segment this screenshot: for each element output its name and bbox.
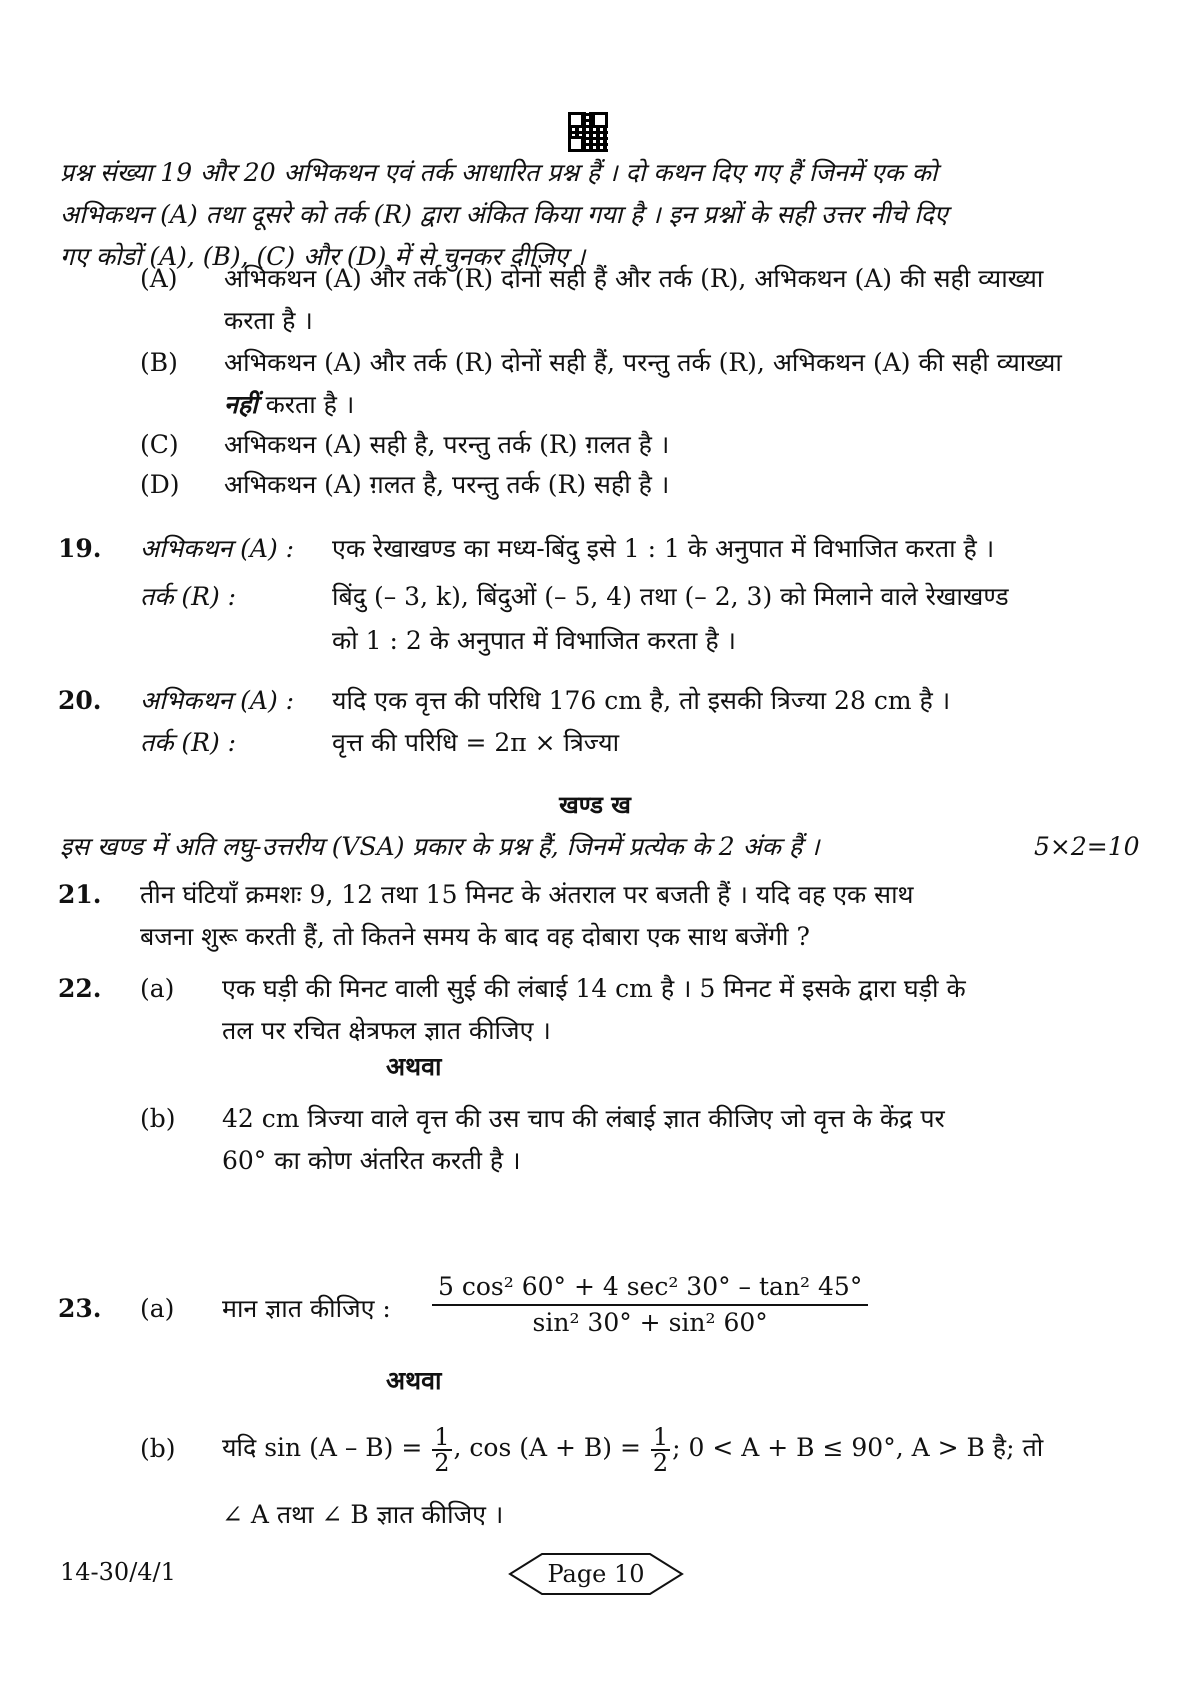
option-text: अभिकथन (A) ग़लत है, परन्तु तर्क (R) सही है ।: [224, 470, 670, 499]
question-text: तीन घंटियाँ क्रमशः 9, 12 तथा 15 मिनट के अंतराल पर बजती हैं । यदि वह एक साथ: [140, 880, 914, 909]
option-text-part: करता है ।: [257, 390, 355, 419]
qr-code-icon: [568, 112, 608, 152]
text-part: ; 0 < A + B ≤ 90°, A > B है; तो: [672, 1433, 1044, 1462]
option-a: [140, 258, 1080, 342]
reason-label: तर्क (R) :: [140, 582, 237, 611]
or-label: अथवा: [386, 1052, 442, 1081]
fraction-numerator: 5 cos² 60° + 4 sec² 30° – tan² 45°: [432, 1270, 868, 1306]
section-marks: 5×2=10: [1034, 832, 1140, 861]
option-label: (C): [140, 430, 179, 459]
or-label: अथवा: [386, 1366, 442, 1395]
page-number: Page 10: [547, 1560, 645, 1588]
assertion-text: यदि एक वृत्त की परिधि 176 cm है, तो इसकी त्रिज्या 28 cm है ।: [332, 686, 951, 715]
fraction: [432, 1422, 451, 1477]
fraction: [651, 1422, 670, 1477]
fraction-expression: [432, 1270, 868, 1340]
question-number: 22.: [58, 974, 102, 1003]
part-label: (b): [140, 1434, 176, 1463]
question-number: 23.: [58, 1294, 102, 1323]
option-label: (B): [140, 348, 178, 377]
question-text: 42 cm त्रिज्या वाले वृत्त की उस चाप की लंबाई ज्ञात कीजिए जो वृत्त के केंद्र पर: [222, 1104, 945, 1133]
question-text: तल पर रचित क्षेत्रफल ज्ञात कीजिए ।: [222, 1016, 551, 1045]
question-text: एक घड़ी की मिनट वाली सुई की लंबाई 14 cm है । 5 मिनट में इसके द्वारा घड़ी के: [222, 974, 966, 1003]
option-text: [224, 342, 1084, 426]
reason-text: वृत्त की परिधि = 2π × त्रिज्या: [332, 728, 620, 757]
question-number: 20.: [58, 686, 102, 715]
section-title: खण्ड ख: [559, 790, 631, 819]
page-number-badge: [508, 1552, 684, 1596]
question-text: [222, 1418, 1043, 1478]
option-text: अभिकथन (A) और तर्क (R) दोनों सही हैं और तर्क (R), अभिकथन (A) की सही व्याख्या करता है ।: [224, 264, 1044, 335]
question-number: 19.: [58, 534, 102, 563]
reason-text: बिंदु (– 3, k), बिंदुओं (– 5, 4) तथा (– 2, 3) को मिलाने वाले रेखाखण्ड: [332, 582, 1009, 611]
question-text: ∠ A तथा ∠ B ज्ञात कीजिए ।: [222, 1500, 504, 1529]
fraction-denominator: 2: [434, 1448, 450, 1477]
question-number: 21.: [58, 880, 102, 909]
emphasis-not: नहीं: [224, 390, 258, 419]
option-label: (D): [140, 470, 180, 499]
option-label: (A): [140, 264, 178, 293]
paper-code: 14-30/4/1: [60, 1558, 176, 1586]
text-part: यदि sin (A – B) =: [222, 1433, 423, 1462]
reason-label: तर्क (R) :: [140, 728, 237, 757]
fraction-denominator: sin² 30° + sin² 60°: [532, 1308, 768, 1337]
instructions-line: अभिकथन (A) तथा दूसरे को तर्क (R) द्वारा अंकित किया गया है । इन प्रश्नों के सही उत्तर नीचे दिए: [60, 200, 948, 229]
fraction-numerator: 1: [434, 1422, 450, 1451]
part-label: (a): [140, 974, 175, 1003]
option-text: अभिकथन (A) सही है, परन्तु तर्क (R) ग़लत है ।: [224, 430, 670, 459]
part-label: (b): [140, 1104, 176, 1133]
assertion-text: एक रेखाखण्ड का मध्य-बिंदु इसे 1 : 1 के अनुपात में विभाजित करता है ।: [332, 534, 995, 563]
fraction-denominator: 2: [652, 1448, 669, 1477]
question-text: बजना शुरू करती हैं, तो कितने समय के बाद वह दोबारा एक साथ बजेंगी ?: [140, 922, 810, 951]
question-text: मान ज्ञात कीजिए :: [222, 1294, 391, 1323]
section-note: इस खण्ड में अति लघु-उत्तरीय (VSA) प्रकार के प्रश्न हैं, जिनमें प्रत्येक के 2 अंक हैं ।: [60, 832, 820, 861]
assertion-label: अभिकथन (A) :: [140, 686, 295, 715]
text-part: , cos (A + B) =: [453, 1433, 641, 1462]
option-text-part: अभिकथन (A) और तर्क (R) दोनों सही हैं, परन्तु तर्क (R), अभिकथन (A) की सही व्याख्या: [224, 348, 1062, 377]
part-label: (a): [140, 1294, 175, 1323]
reason-text: को 1 : 2 के अनुपात में विभाजित करता है ।: [332, 626, 737, 655]
assertion-label: अभिकथन (A) :: [140, 534, 295, 563]
fraction-numerator: 1: [652, 1422, 669, 1451]
fraction: [432, 1270, 868, 1340]
question-text: 60° का कोण अंतरित करती है ।: [222, 1146, 521, 1175]
instructions-line: गए कोडों (A), (B), (C) और (D) में से चुनकर दीजिए ।: [60, 242, 586, 271]
option-b: [140, 342, 1080, 426]
instructions-line: प्रश्न संख्या 19 और 20 अभिकथन एवं तर्क आधारित प्रश्न हैं । दो कथन दिए गए हैं जिनमें एक को: [60, 158, 938, 187]
